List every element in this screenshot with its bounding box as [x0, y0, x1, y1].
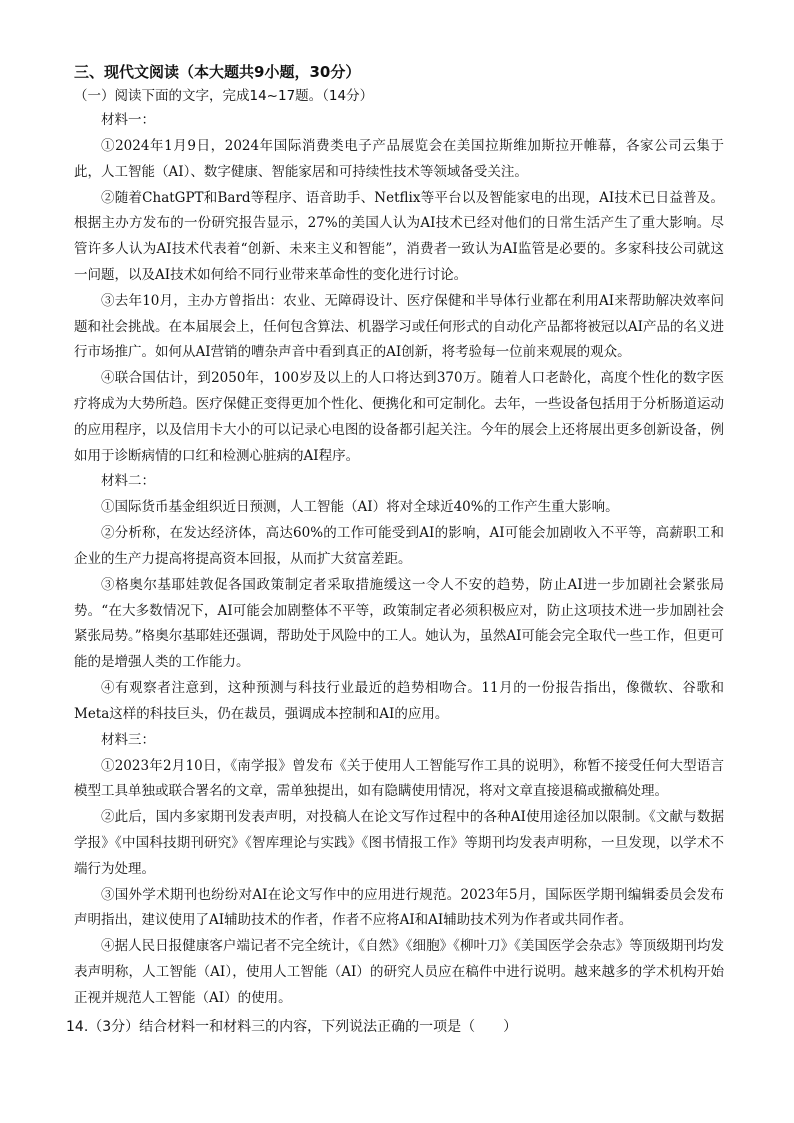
material-1	[74, 110, 724, 469]
paragraph: ④据人民日报健康客户端记者不完全统计，《自然》《细胞》《柳叶刀》《美国医学会杂志》等顶级期刊均发表声明称，人工智能（AI），使用人工智能（AI）的研究人员应在稿件中进行说明。越来越多的学术机构开始正视并规范人工智能（AI）的使用。	[74, 938, 724, 1006]
material-label: 材料二：	[101, 473, 155, 490]
material-3	[74, 730, 724, 1012]
material-label: 材料三：	[101, 731, 155, 748]
paragraph: ②此后，国内多家期刊发表声明，对投稿人在论文写作过程中的各种AI使用途径加以限制。《文献与数据学报》《中国科技期刊研究》《智库理论与实践》《图书情报工作》等期刊均发表声明称，一旦发现，以学术不端行为处理。	[74, 809, 724, 877]
material-label: 材料一：	[101, 112, 155, 128]
paragraph: ③去年10月，主办方曾指出：农业、无障碍设计、医疗保健和半导体行业都在利用AI来帮助解决效率问题和社会挑战。在本届展会上，任何包含算法、机器学习或任何形式的自动化产品都将被冠以AI产品的名义进行市场推广。如何从AI营销的嘈杂声音中看到真正的AI创新，将考验每一位前来观展的观众。	[74, 292, 724, 361]
section-title: 三、现代文阅读（本大题共9小题，30分）	[74, 63, 361, 81]
paragraph: ①2024年1月9日，2024年国际消费类电子产品展览会在美国拉斯维加斯拉开帷幕，各家公司云集于此，人工智能（AI）、数字健康、智能家居和可持续性技术等领域备受关注。	[74, 138, 724, 180]
paragraph: ④有观察者注意到，这种预测与科技行业最近的趋势相吻合。11月的一份报告指出，像微软、谷歌和Meta这样的科技巨头，仍在裁员，强调成本控制和AI的应用。	[74, 679, 724, 722]
paragraph: ①国际货币基金组织近日预测，人工智能（AI）将对全球近40%的工作产生重大影响。	[101, 499, 619, 516]
paragraph: ①2023年2月10日，《南学报》曾发布《关于使用人工智能写作工具的说明》，称暂不接受任何大型语言模型工具单独或联合署名的文章，需单独提出，如有隐瞒使用情况，将对文章直接退稿或撤稿处理。	[74, 757, 724, 800]
material-2	[74, 471, 724, 727]
paragraph: ③格奥尔基耶娃敦促各国政策制定者采取措施缓这一令人不安的趋势，防止AI进一步加剧社会紧张局势。“在大多数情况下，AI可能会加剧整体不平等，政策制定者必须积极应对，防止这项技术进一步加剧社会紧张局势。”格奥尔基耶娃还强调，帮助处于风险中的工人。她认为，虽然AI可能会完全取代一些工作，但更可能的是增强人类的工作能力。	[74, 576, 724, 671]
paragraph: ②随着ChatGPT和Bard等程序、语音助手、Netflix等平台以及智能家电的出现，AI技术已日益普及。根据主办方发布的一份研究报告显示，27%的美国人认为AI技术已经对他们的日常生活产生了重大影响。尽管许多人认为AI技术代表着“创新、未来主义和智能”，消费者一致认为AI监管是必要的。多家科技公司就这一问题，以及AI技术如何给不同行业带来革命性的变化进行讨论。	[74, 189, 724, 283]
paragraph: ②分析称，在发达经济体，高达60%的工作可能受到AI的影响，AI可能会加剧收入不平等，高薪职工和企业的生产力提高将提高资本回报，从而扩大贫富差距。	[74, 525, 724, 567]
question-14: 14.（3分）结合材料一和材料三的内容，下列说法正确的一项是（ ）	[66, 1018, 518, 1035]
paragraph: ④联合国估计，到2050年，100岁及以上的人口将达到370万。随着人口老龄化，高度个性化的数字医疗将成为大势所趋。医疗保健正变得更加个性化、便携化和可定制化。去年，一些设备包括用于分析肠道运动的应用程序，以及信用卡大小的可以记录心电图的设备都引起关注。今年的展会上还将展出更多创新设备，例如用于诊断病情的口红和检测心脏病的AI程序。	[74, 370, 724, 464]
paragraph: ③国外学术期刊也纷纷对AI在论文写作中的应用进行规范。2023年5月，国际医学期刊编辑委员会发布声明指出，建议使用了AI辅助技术的作者，作者不应将AI和AI辅助技术列为作者或共同作者。	[74, 886, 724, 929]
exam-page	[66, 62, 724, 1038]
reading-intro: （一）阅读下面的文字，完成14~17题。（14分）	[74, 88, 374, 104]
